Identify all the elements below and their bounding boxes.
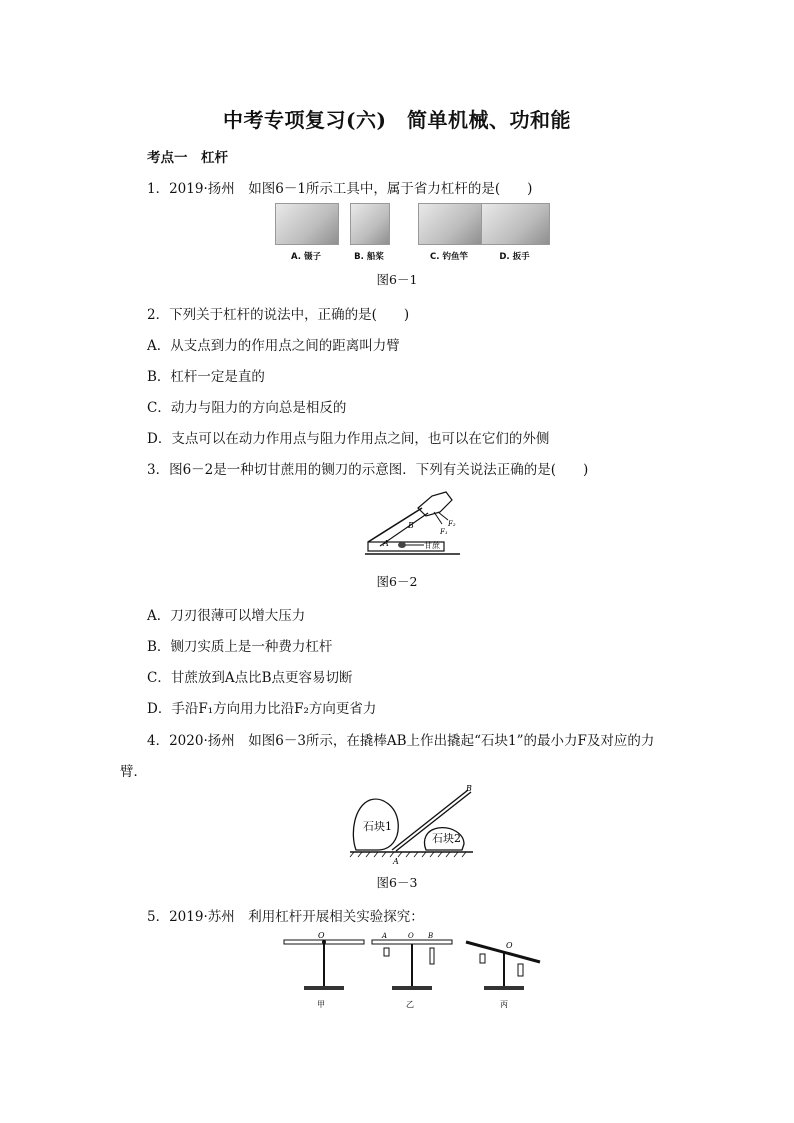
question-2-option-a: A．从支点到力的作用点之间的距离叫力臂 (147, 338, 400, 354)
wrench-photo (481, 203, 550, 245)
label-b: B (466, 784, 472, 793)
label-f2: F₂ (448, 520, 456, 528)
option-label-d: D. 扳手 (499, 252, 530, 262)
question-2-option-d: D．支点可以在动力作用点与阻力作用点之间，也可以在它们的外侧 (147, 431, 550, 447)
question-2-stem: 2．下列关于杠杆的说法中，正确的是( ) (147, 307, 410, 323)
option-label-a: A. 镊子 (291, 252, 321, 262)
label-o: O (318, 931, 325, 940)
question-3-option-c: C．甘蔗放到A点比B点更容易切断 (147, 670, 353, 686)
setup-bing (466, 941, 540, 1009)
chopper-diagram (360, 486, 470, 560)
label-o: O (408, 932, 414, 940)
label-o: O (506, 941, 513, 950)
lever-experiments-diagram (278, 928, 548, 1010)
question-2-option-b: B．杠杆一定是直的 (147, 369, 265, 385)
page-title: 中考专项复习(六) 简单机械、功和能 (223, 108, 571, 132)
section-heading: 考点一 杠杆 (147, 150, 228, 166)
question-3-stem: 3．图6－2是一种切甘蔗用的铡刀的示意图．下列有关说法正确的是( ) (147, 462, 589, 478)
question-5-stem: 5．2019·苏州 利用杠杆开展相关实验探究： (147, 909, 424, 925)
label-jia: 甲 (317, 1000, 325, 1009)
question-1-stem: 1．2019·扬州 如图6－1所示工具中，属于省力杠杆的是( ) (147, 181, 533, 197)
option-label-b: B. 船桨 (354, 252, 384, 262)
label-a: A (393, 857, 399, 866)
question-3-option-d: D．手沿F₁方向用力比沿F₂方向更省力 (147, 701, 377, 717)
crowbar-diagram (348, 784, 478, 866)
figure-6-1-caption: 图6－1 (376, 272, 418, 287)
oar-photo (350, 203, 390, 245)
question-3-option-a: A．刀刃很薄可以增大压力 (147, 608, 306, 624)
figure-6-3-caption: 图6－3 (376, 875, 418, 890)
question-2-option-c: C．动力与阻力的方向总是相反的 (147, 400, 347, 416)
label-f1: F₁ (440, 528, 448, 536)
fishing-rod-photo (418, 203, 482, 245)
setup-yi (372, 932, 452, 1009)
label-stone-1: 石块1 (363, 820, 392, 833)
label-a: A (382, 932, 388, 940)
label-b: B (408, 521, 414, 530)
label-stone-2: 石块2 (432, 832, 461, 845)
label-b: B (428, 932, 434, 940)
setup-jia (284, 931, 364, 1009)
question-4-stem-line-1: 4．2020·扬州 如图6－3所示，在撬棒AB上作出撬起“石块1”的最小力F及对应的力 (147, 733, 655, 749)
question-4-stem-line-2: 臂． (120, 764, 147, 780)
question-3-option-b: B．铡刀实质上是一种费力杠杆 (147, 639, 333, 655)
figure-6-2-caption: 图6－2 (376, 574, 418, 589)
label-bing: 丙 (500, 1000, 508, 1009)
label-yi: 乙 (406, 1000, 414, 1009)
label-a: A (383, 539, 389, 548)
tweezers-photo (275, 203, 339, 245)
label-sugarcane: 甘蔗 (424, 541, 440, 550)
option-label-c: C. 钓鱼竿 (430, 252, 468, 262)
